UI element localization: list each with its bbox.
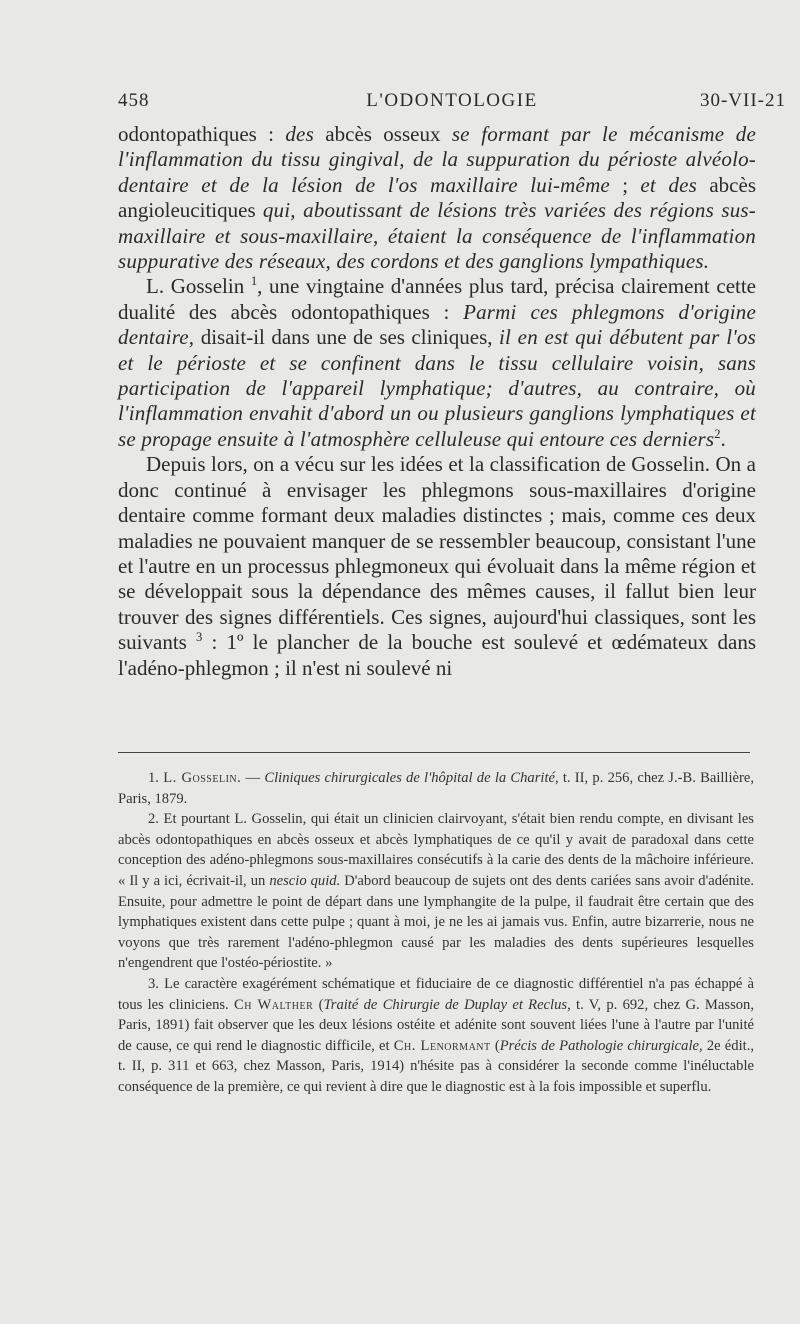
italic-run: Parmi ces phlegmons d'origine dentaire, (118, 299, 756, 350)
running-title: L'ODONTOLOGIE (366, 90, 538, 111)
main-text (118, 122, 756, 681)
footnote-1 (118, 768, 754, 809)
italic-run: et des (640, 172, 698, 197)
italic-run: se formant par le mécanisme de l'inflammation du tissu gingival, de la suppuration du périoste alvéolo-dentaire et de la lésion de l'os maxillaire lui-même (118, 122, 757, 197)
italic-run: Cliniques chirurgicales de l'hôpital de la Charité, (264, 770, 559, 786)
text-run: Depuis lors, on a vécu sur les idées et la classification de Gosselin. On a donc continué à envisager les phlegmons sous-maxillaires d'origine dentaire comme formant deux maladies distinctes ; mais, comme ces deux maladies ne pouvaient manquer de se ressembler beaucoup, consistant l'une et l'autre en un processus phlegmoneux qui évoluait dans la même région et se développait sous la dépendance des mêmes causes, il fallut bien leur trouver des signes différentiels. Ces signes, aujourd'hui classiques, sont les suivants (118, 452, 756, 655)
text-run: ( (313, 996, 324, 1013)
italic-run: nescio quid. (269, 872, 341, 889)
text-run: 2. Et pourtant L. Gosselin, qui était un clinicien clairvoyant, s'était bien rendu compte, en divisant les abcès odontopathiques en abcès osseux et abcès lymphatiques de ce qu'il y avait de paradoxal dans cette conception des adéno-phlegmons sous-maxillaires consécutifs à la carie des dents de la mâchoire inférieure. « Il y a ici, écrivait-il, un (118, 811, 754, 889)
footnotes (118, 768, 754, 1098)
text-run: abcès osseux (313, 122, 452, 146)
text-run: t. V, p. 692, chez G. Masson, Paris, 1891) fait observer que les deux lésions ostéite et adénite sont souvent liées l'une à l'autre par l'unité de cause, ce qui rend le diagnostic difficile, et (118, 996, 754, 1054)
text-run: D'abord beaucoup de sujets ont des dents cariées sans avoir d'adénite. Ensuite, pour admettre le point de départ dans une lymphangite de la pulpe, il faudrait être certain que des lymphatiques existent dans cette pulpe ; quant à moi, je ne les ai jamais vus. Enfin, autre bizarrerie, nous ne voyons que très rarement l'adéno-phlegmon causé par les maladies des dents supérieures lesquelles n'engendrent que l'ostéo-périostite. » (118, 872, 755, 972)
italic-run: des (285, 122, 314, 146)
text-run: abcès angioleucitiques (118, 172, 756, 223)
author-name: Ch. Lenormant (393, 1037, 491, 1054)
footnote-2 (118, 809, 754, 974)
page-header (118, 90, 786, 114)
footnote-ref: 3 (196, 630, 203, 645)
footnote-rule (118, 752, 750, 753)
paragraph-3 (118, 452, 756, 681)
italic-run: Traité de Chirurgie de Duplay et Reclus, (323, 996, 571, 1013)
text-run: . (720, 426, 726, 451)
italic-run: qui, aboutissant de lésions très variées des régions sus-maxillaire et sous-maxillaire, étaient la conséquence de l'inflammation suppurative des réseaux, des cordons et des ganglions lympathiques. (118, 198, 756, 274)
text-run: disait-il dans une de ses cliniques, (194, 325, 499, 350)
footnote-3 (118, 974, 754, 1098)
author-name: L. Gosselin. (163, 770, 242, 786)
author-name: Ch Walther (234, 996, 314, 1013)
paragraph-1 (118, 122, 756, 274)
text-run: : 1º le plancher de la bouche est soulevé et œdémateux dans l'adéno-phlegmon ; il n'est ni soulevé ni (118, 630, 756, 680)
text-run: 1. (148, 770, 164, 786)
text-run: t. II, p. 256, chez J.-B. Baillière, Paris, 1879. (118, 770, 755, 807)
text-run: 3. Le caractère exagérément schématique et fiduciaire de ce diagnostic différentiel n'a pas échappé à tous les cliniciens. (118, 975, 754, 1013)
footnote-ref: 1 (250, 274, 258, 289)
text-run: L. Gosselin (146, 274, 251, 299)
text-run: ; (609, 172, 641, 197)
text-run: 2e édit., t. II, p. 311 et 663, chez Masson, Paris, 1914) n'hésite pas à considérer la seconde comme l'inéluctable conséquence de la première, ce qui revient à dire que le diagnostic est à la fois impossible et superflu. (118, 1037, 754, 1095)
issue-date: 30-VII-21 (699, 90, 786, 111)
italic-run: il en est qui débutent par l'os et le périoste et se confinent dans le tissu cellulaire voisin, sans participation de l'appareil lymphatique; d'autres, au contraire, où l'inflammation envahit d'abord un ou plusieurs ganglions lymphatiques et se propage ensuite à l'atmosphère celluleuse qui entoure ces derniers (118, 325, 756, 451)
italic-run: Précis de Pathologie chirurgicale, (499, 1037, 703, 1054)
page-number: 458 (118, 90, 150, 111)
footnote-ref: 2 (714, 426, 721, 441)
text-run: — (241, 770, 265, 786)
text-run: odontopathiques : (118, 122, 286, 146)
paragraph-2 (118, 274, 756, 452)
text-run: ( (490, 1037, 500, 1054)
text-run: , une vingtaine d'années plus tard, précisa clairement cette dualité des abcès odontopathiques : (118, 274, 757, 324)
